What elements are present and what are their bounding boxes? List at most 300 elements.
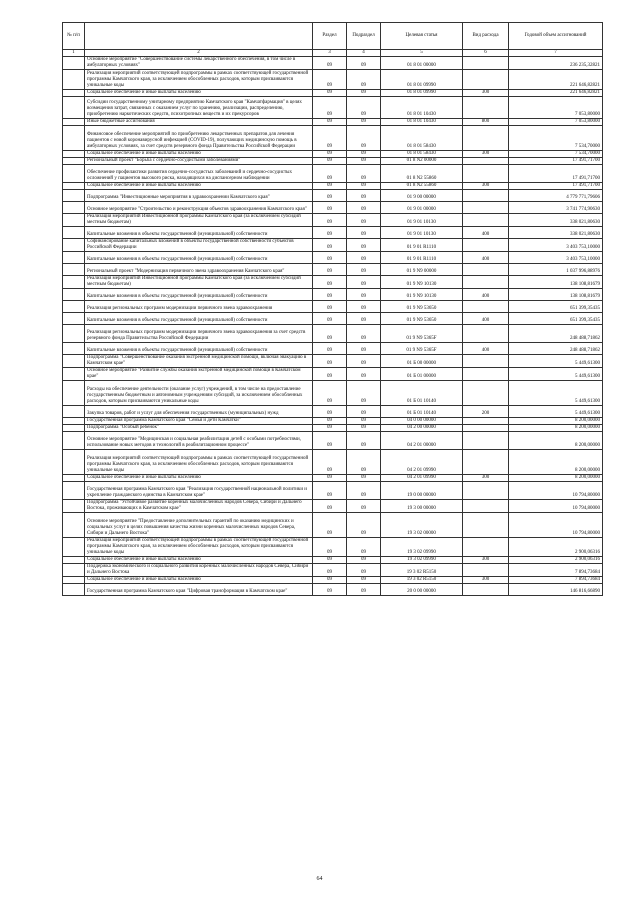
row-target-article-cell: 04 2 01 09990 bbox=[381, 475, 463, 482]
row-target-article-cell: 01 9 01 10130 bbox=[381, 214, 463, 227]
row-expense-type-cell: 300 bbox=[463, 577, 509, 584]
column-number: 2 bbox=[85, 50, 313, 57]
row-razdel-cell: 09 bbox=[313, 151, 347, 158]
row-name-cell: Региональный проект "Борьба с сердечно-сосудистыми заболеваниями" bbox=[85, 158, 313, 165]
row-target-article-cell: 01 9 01 R1110 bbox=[381, 239, 463, 252]
table-row bbox=[63, 301, 603, 313]
row-name-cell: Региональный проект "Модернизация первичного звена здравоохранения Камчатского края" bbox=[85, 264, 313, 276]
row-podrazdel-cell: 09 bbox=[347, 90, 381, 97]
row-razdel-cell: 09 bbox=[313, 381, 347, 406]
row-podrazdel-cell: 09 bbox=[347, 70, 381, 90]
row-annual-volume-cell: 17 491,71700 bbox=[509, 183, 603, 190]
row-target-article-cell: 04 2 01 09990 bbox=[381, 450, 463, 475]
table-row bbox=[63, 183, 603, 190]
row-annual-volume-cell: 5 449,61300 bbox=[509, 368, 603, 381]
row-name-cell: Подпрограмма "Совершенствование оказания экстренной медицинской помощи, включая эвакуацию в Камчатском крае" bbox=[85, 355, 313, 368]
row-target-article-cell: 01 8 01 09990 bbox=[381, 90, 463, 97]
row-annual-volume-cell: 3 741 774,90630 bbox=[509, 202, 603, 214]
table-row bbox=[63, 432, 603, 450]
budget-table bbox=[62, 22, 603, 596]
row-razdel-cell: 09 bbox=[313, 301, 347, 313]
row-expense-type-cell: 300 bbox=[463, 183, 509, 190]
row-expense-type-cell bbox=[463, 381, 509, 406]
row-number-cell bbox=[63, 355, 85, 368]
table-row bbox=[63, 406, 603, 418]
row-podrazdel-cell: 09 bbox=[347, 227, 381, 239]
row-annual-volume-cell: 8 200,00000 bbox=[509, 425, 603, 432]
table-row bbox=[63, 158, 603, 165]
table-row bbox=[63, 482, 603, 500]
row-name-cell: Обеспечение профилактики развития сердечно-сосудистых заболеваний и сердечно-сосудистых осложнений у пациентов высокого риска, находящихся на диспансерном наблюдении bbox=[85, 165, 313, 183]
row-name-cell: Государственная программа Камчатского края "Цифровая трансформация в Камчатском крае" bbox=[85, 584, 313, 596]
table-row bbox=[63, 368, 603, 381]
row-number-cell bbox=[63, 482, 85, 500]
row-target-article-cell: 19 3 02 R5150 bbox=[381, 577, 463, 584]
row-annual-volume-cell: 146 816,66890 bbox=[509, 584, 603, 596]
row-number-cell bbox=[63, 119, 85, 126]
row-razdel-cell: 09 bbox=[313, 475, 347, 482]
row-target-article-cell: 01 9 01 R1110 bbox=[381, 252, 463, 264]
row-annual-volume-cell: 3 403 753,10000 bbox=[509, 239, 603, 252]
row-name-cell: Основное мероприятие "Предоставление дополнительных гарантий по оказанию медицинских и социальных услуг в целях повышения качества жизни коренных малочисленных народов Севера, Сибири и Дальнего Востока" bbox=[85, 513, 313, 538]
table-row bbox=[63, 381, 603, 406]
row-expense-type-cell: 400 bbox=[463, 252, 509, 264]
row-annual-volume-cell: 7 053,80000 bbox=[509, 97, 603, 119]
row-expense-type-cell bbox=[463, 425, 509, 432]
row-number-cell bbox=[63, 202, 85, 214]
table-row bbox=[63, 289, 603, 301]
row-number-cell bbox=[63, 252, 85, 264]
row-target-article-cell: 01 8 01 10430 bbox=[381, 97, 463, 119]
row-razdel-cell: 09 bbox=[313, 450, 347, 475]
row-name-cell: Реализация мероприятий соответствующей подпрограммы в рамках соответствующей государственной программы Камчатского края, за исключением обособленных расходов, которым присваиваются уникальные коды bbox=[85, 450, 313, 475]
table-row bbox=[63, 264, 603, 276]
row-name-cell: Реализация мероприятий соответствующей подпрограммы в рамках соответствующей государственной программы Камчатского края, за исключением обособленных расходов, которым присваиваются уникальные коды bbox=[85, 538, 313, 557]
row-name-cell: Капитальные вложения в объекты государственной (муниципальной) собственности bbox=[85, 252, 313, 264]
row-target-article-cell: 01 9 N9 53650 bbox=[381, 313, 463, 325]
table-row bbox=[63, 214, 603, 227]
row-name-cell: Закупка товаров, работ и услуг для обеспечения государственных (муниципальных) нужд bbox=[85, 406, 313, 418]
row-target-article-cell: 01 9 N9 10130 bbox=[381, 289, 463, 301]
table-row bbox=[63, 500, 603, 513]
row-number-cell bbox=[63, 227, 85, 239]
table-row bbox=[63, 538, 603, 557]
row-annual-volume-cell: 10 794,80000 bbox=[509, 500, 603, 513]
row-annual-volume-cell: 7 894,73684 bbox=[509, 564, 603, 577]
row-expense-type-cell: 400 bbox=[463, 313, 509, 325]
row-expense-type-cell: 200 bbox=[463, 406, 509, 418]
row-target-article-cell: 19 3 02 09990 bbox=[381, 538, 463, 557]
row-razdel-cell: 09 bbox=[313, 227, 347, 239]
row-target-article-cell: 01 Б 01 00000 bbox=[381, 368, 463, 381]
column-number: 3 bbox=[313, 50, 347, 57]
row-annual-volume-cell: 338 021,80630 bbox=[509, 227, 603, 239]
row-expense-type-cell bbox=[463, 482, 509, 500]
row-annual-volume-cell: 651 399,35435 bbox=[509, 313, 603, 325]
table-row bbox=[63, 202, 603, 214]
row-razdel-cell: 09 bbox=[313, 57, 347, 70]
row-expense-type-cell bbox=[463, 97, 509, 119]
row-podrazdel-cell: 09 bbox=[347, 381, 381, 406]
row-expense-type-cell: 300 bbox=[463, 151, 509, 158]
row-name-cell: Софинансирование капитальных вложений в объекты государственной собственности субъектов Российской Федерации bbox=[85, 239, 313, 252]
table-row bbox=[63, 577, 603, 584]
row-annual-volume-cell: 5 449,61300 bbox=[509, 381, 603, 406]
row-number-cell bbox=[63, 158, 85, 165]
row-razdel-cell: 09 bbox=[313, 158, 347, 165]
row-annual-volume-cell: 2 900,06316 bbox=[509, 538, 603, 557]
row-name-cell: Реализация мероприятий Инвестиционной программы Камчатского края (за исключением субсидий местным бюджетам) bbox=[85, 276, 313, 289]
row-razdel-cell: 09 bbox=[313, 557, 347, 564]
row-razdel-cell: 09 bbox=[313, 425, 347, 432]
row-podrazdel-cell: 09 bbox=[347, 301, 381, 313]
row-podrazdel-cell: 09 bbox=[347, 513, 381, 538]
row-name-cell: Социальное обеспечение и иные выплаты населению bbox=[85, 557, 313, 564]
table-row bbox=[63, 252, 603, 264]
row-name-cell: Социальное обеспечение и иные выплаты населению bbox=[85, 151, 313, 158]
row-expense-type-cell bbox=[463, 126, 509, 151]
row-name-cell: Расходы на обеспечение деятельности (оказание услуг) учреждений, в том числе на предоставление государственным бюджетным и автономным учреждениям субсидий, за исключением обособленных расходов, которым присваиваются уникальные коды bbox=[85, 381, 313, 406]
row-annual-volume-cell: 17 491,71700 bbox=[509, 158, 603, 165]
row-name-cell: Подпрограмма "Устойчивое развитие коренных малочисленных народов Севера, Сибири и Дальнего Востока, проживающих в Камчатском крае" bbox=[85, 500, 313, 513]
row-number-cell bbox=[63, 90, 85, 97]
row-name-cell: Государственная программа Камчатского края "Реализация государственной национальной политики и укрепление гражданского единства в Камчатском крае" bbox=[85, 482, 313, 500]
row-name-cell: Основное мероприятие "Развитие службы оказания экстренной медицинской помощи в Камчатском крае" bbox=[85, 368, 313, 381]
row-name-cell: Социальное обеспечение и иные выплаты населению bbox=[85, 475, 313, 482]
row-expense-type-cell bbox=[463, 450, 509, 475]
row-annual-volume-cell: 10 794,80000 bbox=[509, 513, 603, 538]
row-annual-volume-cell: 338 021,80630 bbox=[509, 214, 603, 227]
row-name-cell: Субсидии государственному унитарному предприятию Камчатского края "Камчатфармация" в целях возмещения затрат, связанных с оказанием услуг по хранению, реализации, распределению, приобретению наркотических средств, психотропных веществ и их прекурсоров bbox=[85, 97, 313, 119]
row-number-cell bbox=[63, 584, 85, 596]
row-razdel-cell: 09 bbox=[313, 538, 347, 557]
row-number-cell bbox=[63, 239, 85, 252]
row-razdel-cell: 09 bbox=[313, 239, 347, 252]
row-expense-type-cell bbox=[463, 355, 509, 368]
table-row bbox=[63, 584, 603, 596]
row-number-cell bbox=[63, 214, 85, 227]
row-target-article-cell: 01 Б 01 10140 bbox=[381, 406, 463, 418]
row-annual-volume-cell: 248 488,71862 bbox=[509, 325, 603, 343]
table-row bbox=[63, 475, 603, 482]
row-expense-type-cell bbox=[463, 202, 509, 214]
row-number-cell bbox=[63, 577, 85, 584]
row-expense-type-cell bbox=[463, 432, 509, 450]
row-number-cell bbox=[63, 432, 85, 450]
row-number-cell bbox=[63, 406, 85, 418]
column-number: 7 bbox=[509, 50, 603, 57]
row-podrazdel-cell: 09 bbox=[347, 158, 381, 165]
row-target-article-cell: 01 8 01 09990 bbox=[381, 70, 463, 90]
row-annual-volume-cell: 7 053,80000 bbox=[509, 119, 603, 126]
row-annual-volume-cell: 221 646,82821 bbox=[509, 70, 603, 90]
row-target-article-cell: 19 3 02 R5150 bbox=[381, 564, 463, 577]
header-name bbox=[85, 23, 313, 50]
row-annual-volume-cell: 4 779 771,79606 bbox=[509, 190, 603, 202]
row-target-article-cell: 01 8 N2 55860 bbox=[381, 165, 463, 183]
row-number-cell bbox=[63, 564, 85, 577]
row-expense-type-cell: 400 bbox=[463, 289, 509, 301]
row-name-cell: Реализация региональных программ модернизации первичного звена здравоохранения bbox=[85, 301, 313, 313]
row-podrazdel-cell: 09 bbox=[347, 450, 381, 475]
row-podrazdel-cell: 09 bbox=[347, 214, 381, 227]
row-number-cell bbox=[63, 313, 85, 325]
row-annual-volume-cell: 7 894,73684 bbox=[509, 577, 603, 584]
table-row bbox=[63, 70, 603, 90]
row-expense-type-cell bbox=[463, 264, 509, 276]
row-number-cell bbox=[63, 190, 85, 202]
row-razdel-cell: 09 bbox=[313, 276, 347, 289]
table-row bbox=[63, 227, 603, 239]
table-row bbox=[63, 126, 603, 151]
row-razdel-cell: 09 bbox=[313, 202, 347, 214]
row-razdel-cell: 09 bbox=[313, 343, 347, 355]
row-razdel-cell: 09 bbox=[313, 313, 347, 325]
row-number-cell bbox=[63, 276, 85, 289]
row-target-article-cell: 01 9 N9 10130 bbox=[381, 276, 463, 289]
table-row bbox=[63, 313, 603, 325]
table-row bbox=[63, 239, 603, 252]
row-razdel-cell: 09 bbox=[313, 432, 347, 450]
row-name-cell: Социальное обеспечение и иные выплаты населению bbox=[85, 183, 313, 190]
row-expense-type-cell bbox=[463, 368, 509, 381]
row-expense-type-cell bbox=[463, 325, 509, 343]
row-name-cell: Капитальные вложения в объекты государственной (муниципальной) собственности bbox=[85, 313, 313, 325]
row-podrazdel-cell: 09 bbox=[347, 406, 381, 418]
row-target-article-cell: 01 8 01 10430 bbox=[381, 119, 463, 126]
table-row bbox=[63, 90, 603, 97]
row-razdel-cell: 09 bbox=[313, 165, 347, 183]
row-name-cell: Иные бюджетные ассигнования bbox=[85, 119, 313, 126]
row-podrazdel-cell: 09 bbox=[347, 482, 381, 500]
row-podrazdel-cell: 09 bbox=[347, 584, 381, 596]
column-number: 5 bbox=[381, 50, 463, 57]
row-podrazdel-cell: 09 bbox=[347, 538, 381, 557]
row-target-article-cell: 01 8 N2 55860 bbox=[381, 183, 463, 190]
row-name-cell: Реализация мероприятий соответствующей подпрограммы в рамках соответствующей государственной программы Камчатского края, за исключением обособленных расходов, которым присваиваются уникальные коды bbox=[85, 70, 313, 90]
row-name-cell: Поддержка экономического и социального развития коренных малочисленных народов Севера, Сибири и Дальнего Востока bbox=[85, 564, 313, 577]
row-number-cell bbox=[63, 289, 85, 301]
table-row bbox=[63, 97, 603, 119]
row-number-cell bbox=[63, 500, 85, 513]
row-podrazdel-cell: 09 bbox=[347, 190, 381, 202]
row-podrazdel-cell: 09 bbox=[347, 57, 381, 70]
row-podrazdel-cell: 09 bbox=[347, 425, 381, 432]
row-annual-volume-cell: 236 235,32821 bbox=[509, 57, 603, 70]
header-annual-volume: Годовой объем ассигнований bbox=[509, 23, 603, 50]
row-expense-type-cell: 300 bbox=[463, 475, 509, 482]
row-podrazdel-cell: 09 bbox=[347, 355, 381, 368]
row-annual-volume-cell: 248 488,71862 bbox=[509, 343, 603, 355]
table-row bbox=[63, 513, 603, 538]
row-name-cell: Капитальные вложения в объекты государственной (муниципальной) собственности bbox=[85, 289, 313, 301]
column-number: 6 bbox=[463, 50, 509, 57]
row-target-article-cell: 01 9 N9 00000 bbox=[381, 264, 463, 276]
row-podrazdel-cell: 09 bbox=[347, 119, 381, 126]
row-annual-volume-cell: 17 491,71700 bbox=[509, 165, 603, 183]
table-row bbox=[63, 119, 603, 126]
table-row bbox=[63, 325, 603, 343]
row-name-cell: Капитальные вложения в объекты государственной (муниципальной) собственности bbox=[85, 343, 313, 355]
row-podrazdel-cell: 09 bbox=[347, 557, 381, 564]
row-annual-volume-cell: 2 900,06316 bbox=[509, 557, 603, 564]
row-expense-type-cell bbox=[463, 564, 509, 577]
row-name-cell: Подпрограмма "Особый ребенок" bbox=[85, 425, 313, 432]
row-number-cell bbox=[63, 165, 85, 183]
row-target-article-cell: 01 8 N2 00000 bbox=[381, 158, 463, 165]
row-annual-volume-cell: 651 399,35435 bbox=[509, 301, 603, 313]
row-target-article-cell: 19 3 02 00000 bbox=[381, 513, 463, 538]
row-target-article-cell: 01 8 01 58430 bbox=[381, 126, 463, 151]
header-expense-type: Вид расхода bbox=[463, 23, 509, 50]
row-razdel-cell: 09 bbox=[313, 97, 347, 119]
row-razdel-cell: 09 bbox=[313, 264, 347, 276]
header-row bbox=[63, 23, 603, 50]
row-number-cell bbox=[63, 425, 85, 432]
row-razdel-cell: 09 bbox=[313, 564, 347, 577]
row-razdel-cell: 09 bbox=[313, 70, 347, 90]
table-row bbox=[63, 564, 603, 577]
row-target-article-cell: 19 3 02 09990 bbox=[381, 557, 463, 564]
row-podrazdel-cell: 09 bbox=[347, 500, 381, 513]
header-target-article: Целевая статья bbox=[381, 23, 463, 50]
row-annual-volume-cell: 8 200,00000 bbox=[509, 432, 603, 450]
row-annual-volume-cell: 7 534,70000 bbox=[509, 151, 603, 158]
row-expense-type-cell bbox=[463, 57, 509, 70]
row-razdel-cell: 09 bbox=[313, 482, 347, 500]
row-expense-type-cell bbox=[463, 239, 509, 252]
page-number: 64 bbox=[316, 876, 323, 882]
row-expense-type-cell bbox=[463, 214, 509, 227]
table-row bbox=[63, 355, 603, 368]
row-name-cell: Социальное обеспечение и иные выплаты населению bbox=[85, 90, 313, 97]
row-name-cell: Основное мероприятие "Медицинская и социальная реабилитация детей с особыми потребностями, использование новых методов и технологий в реабилитационном процессе" bbox=[85, 432, 313, 450]
header-razdel: Раздел bbox=[313, 23, 347, 50]
row-target-article-cell: 01 8 01 00000 bbox=[381, 57, 463, 70]
row-annual-volume-cell: 7 534,70000 bbox=[509, 126, 603, 151]
row-expense-type-cell bbox=[463, 158, 509, 165]
row-annual-volume-cell: 8 200,00000 bbox=[509, 418, 603, 425]
row-name-cell: Социальное обеспечение и иные выплаты населению bbox=[85, 577, 313, 584]
row-expense-type-cell bbox=[463, 190, 509, 202]
row-podrazdel-cell: 09 bbox=[347, 432, 381, 450]
row-target-article-cell: 04 0 00 00000 bbox=[381, 418, 463, 425]
row-razdel-cell: 09 bbox=[313, 584, 347, 596]
row-annual-volume-cell: 10 794,80000 bbox=[509, 482, 603, 500]
row-podrazdel-cell: 09 bbox=[347, 264, 381, 276]
table-row bbox=[63, 165, 603, 183]
row-number-cell bbox=[63, 301, 85, 313]
row-number-cell bbox=[63, 475, 85, 482]
row-annual-volume-cell: 5 449,61300 bbox=[509, 355, 603, 368]
row-podrazdel-cell: 09 bbox=[347, 252, 381, 264]
row-expense-type-cell: 400 bbox=[463, 343, 509, 355]
row-number-cell bbox=[63, 381, 85, 406]
row-target-article-cell: 01 9 N9 5365F bbox=[381, 325, 463, 343]
row-razdel-cell: 09 bbox=[313, 500, 347, 513]
row-annual-volume-cell: 138 108,81679 bbox=[509, 276, 603, 289]
table-body bbox=[63, 57, 603, 596]
row-target-article-cell: 01 8 01 58430 bbox=[381, 151, 463, 158]
row-expense-type-cell bbox=[463, 276, 509, 289]
row-podrazdel-cell: 09 bbox=[347, 475, 381, 482]
row-name-cell: Капитальные вложения в объекты государственной (муниципальной) собственности bbox=[85, 227, 313, 239]
row-podrazdel-cell: 09 bbox=[347, 151, 381, 158]
table-row bbox=[63, 450, 603, 475]
row-expense-type-cell bbox=[463, 418, 509, 425]
row-name-cell: Основное мероприятие "Совершенствование системы лекарственного обеспечения, в том числе в амбулаторных условиях" bbox=[85, 57, 313, 70]
row-name-cell: Государственная программа Камчатского края "Семья и дети Камчатки" bbox=[85, 418, 313, 425]
row-expense-type-cell bbox=[463, 584, 509, 596]
row-target-article-cell: 04 2 01 00000 bbox=[381, 432, 463, 450]
row-annual-volume-cell: 1 037 996,88976 bbox=[509, 264, 603, 276]
row-target-article-cell: 04 2 00 00000 bbox=[381, 425, 463, 432]
row-name-cell: Подпрограмма "Инвестиционные мероприятия в здравоохранении Камчатского края" bbox=[85, 190, 313, 202]
table-row bbox=[63, 418, 603, 425]
row-target-article-cell: 01 9 00 00000 bbox=[381, 190, 463, 202]
row-number-cell bbox=[63, 418, 85, 425]
row-podrazdel-cell: 09 bbox=[347, 97, 381, 119]
row-expense-type-cell bbox=[463, 301, 509, 313]
row-razdel-cell: 09 bbox=[313, 190, 347, 202]
row-target-article-cell: 01 9 N9 5365F bbox=[381, 343, 463, 355]
column-number: 4 bbox=[347, 50, 381, 57]
row-number-cell bbox=[63, 57, 85, 70]
row-target-article-cell: 01 Б 01 10140 bbox=[381, 381, 463, 406]
row-annual-volume-cell: 138 108,81679 bbox=[509, 289, 603, 301]
row-number-cell bbox=[63, 264, 85, 276]
row-number-cell bbox=[63, 557, 85, 564]
row-number-cell bbox=[63, 183, 85, 190]
row-podrazdel-cell: 09 bbox=[347, 183, 381, 190]
row-podrazdel-cell: 09 bbox=[347, 165, 381, 183]
row-razdel-cell: 09 bbox=[313, 355, 347, 368]
row-podrazdel-cell: 09 bbox=[347, 418, 381, 425]
row-expense-type-cell: 300 bbox=[463, 90, 509, 97]
row-target-article-cell: 01 9 01 10130 bbox=[381, 227, 463, 239]
row-name-cell: Финансовое обеспечение мероприятий по приобретению лекарственных препаратов для лечения пациентов с новой коронавирусной инфекцией (COVID-19), получающих медицинскую помощь в амбулаторных условиях, за счет средств резервного фонда Правительства Российской Федерации bbox=[85, 126, 313, 151]
row-razdel-cell: 09 bbox=[313, 119, 347, 126]
row-podrazdel-cell: 09 bbox=[347, 126, 381, 151]
row-razdel-cell: 09 bbox=[313, 368, 347, 381]
row-podrazdel-cell: 09 bbox=[347, 343, 381, 355]
row-annual-volume-cell: 8 200,00000 bbox=[509, 450, 603, 475]
row-name-cell: Реализация региональных программ модернизации первичного звена здравоохранения за счет средств резервного фонда Правительства Российской Федерации bbox=[85, 325, 313, 343]
row-razdel-cell: 09 bbox=[313, 513, 347, 538]
table-row bbox=[63, 557, 603, 564]
row-name-cell: Основное мероприятие "Строительство и реконструкция объектов здравоохранения Камчатского края" bbox=[85, 202, 313, 214]
column-number-row bbox=[63, 50, 603, 57]
table-row bbox=[63, 151, 603, 158]
header-num: № п/п bbox=[63, 23, 85, 50]
row-podrazdel-cell: 09 bbox=[347, 325, 381, 343]
table-row bbox=[63, 343, 603, 355]
row-annual-volume-cell: 5 449,61300 bbox=[509, 406, 603, 418]
table-row bbox=[63, 425, 603, 432]
row-number-cell bbox=[63, 368, 85, 381]
row-annual-volume-cell: 221 646,82821 bbox=[509, 90, 603, 97]
row-razdel-cell: 09 bbox=[313, 90, 347, 97]
row-podrazdel-cell: 09 bbox=[347, 276, 381, 289]
row-target-article-cell: 01 9 N9 53650 bbox=[381, 301, 463, 313]
row-annual-volume-cell: 3 403 753,10000 bbox=[509, 252, 603, 264]
row-podrazdel-cell: 09 bbox=[347, 564, 381, 577]
row-podrazdel-cell: 09 bbox=[347, 577, 381, 584]
row-razdel-cell: 09 bbox=[313, 289, 347, 301]
row-expense-type-cell bbox=[463, 538, 509, 557]
row-razdel-cell: 09 bbox=[313, 577, 347, 584]
table-row bbox=[63, 57, 603, 70]
